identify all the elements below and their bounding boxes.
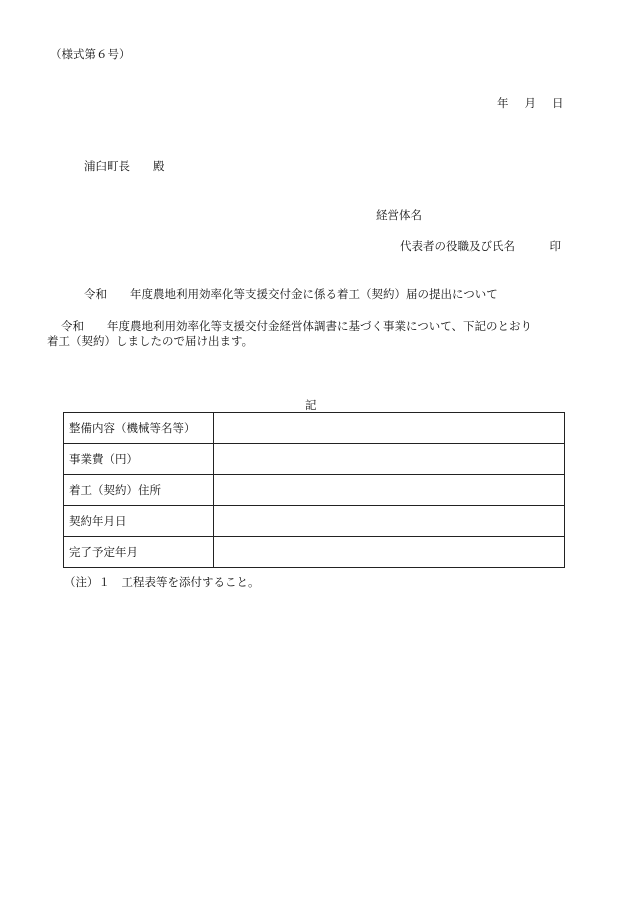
- row-value-content[interactable]: [214, 413, 565, 444]
- date-line: [497, 95, 564, 111]
- body-line-1: 令和 年度農地利用効率化等支援交付金経営体調書に基づく事業について、下記のとおり: [61, 319, 533, 333]
- row-value-cost[interactable]: [214, 444, 565, 475]
- table-row: [64, 506, 565, 537]
- body-line-2: 着工（契約）しましたので届け出ます。: [47, 334, 254, 348]
- subject-line: 令和 年度農地利用効率化等支援交付金に係る着工（契約）届の提出について: [84, 287, 498, 301]
- details-table: [63, 412, 565, 568]
- row-label-contract-date: 契約年月日: [64, 506, 214, 537]
- date-month: 月: [524, 96, 536, 110]
- table-row: [64, 475, 565, 506]
- representative-label: 代表者の役職及び氏名 印: [400, 239, 561, 253]
- row-label-content: 整備内容（機械等名等）: [64, 413, 214, 444]
- row-value-address[interactable]: [214, 475, 565, 506]
- date-year: 年: [497, 96, 509, 110]
- table-row: [64, 537, 565, 568]
- footnote: （注）１ 工程表等を添付すること。: [64, 575, 260, 589]
- row-value-completion[interactable]: [214, 537, 565, 568]
- entity-name-label: 経営体名: [376, 208, 422, 222]
- date-day: 日: [552, 96, 564, 110]
- form-number: （様式第６号）: [50, 47, 131, 61]
- table-row: [64, 413, 565, 444]
- table-row: [64, 444, 565, 475]
- row-label-completion: 完了予定年月: [64, 537, 214, 568]
- row-label-address: 着工（契約）住所: [64, 475, 214, 506]
- row-value-contract-date[interactable]: [214, 506, 565, 537]
- addressee: 浦臼町長 殿: [84, 159, 165, 173]
- ki-heading: 記: [305, 398, 317, 412]
- row-label-cost: 事業費（円）: [64, 444, 214, 475]
